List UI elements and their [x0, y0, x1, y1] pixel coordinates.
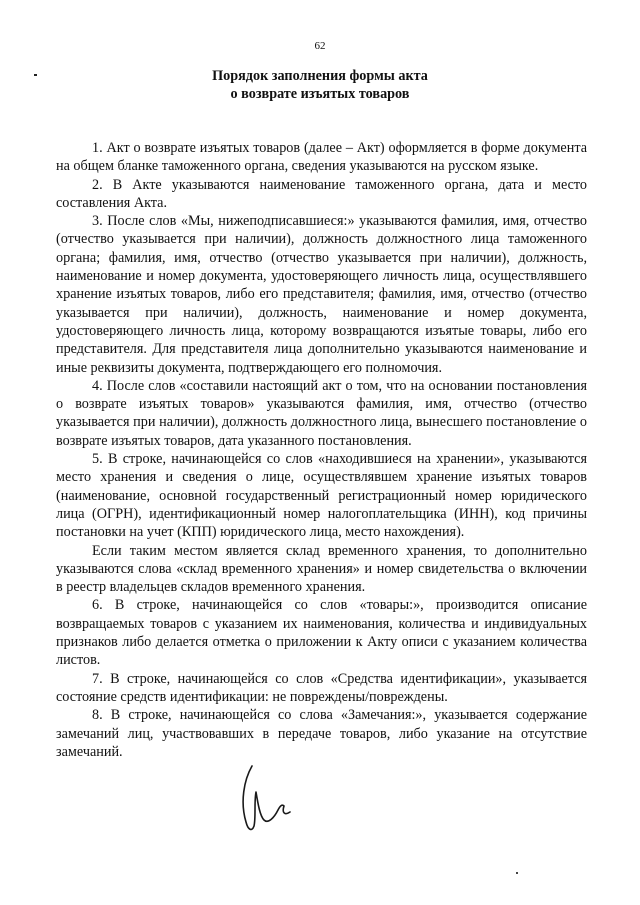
paragraph-6: 6. В строке, начинающейся со слов «товары:», производится описание возвращаемых товаров с указанием их наименования, количества и индивидуальных признаков либо делается отметка о приложении к Акту описи с указанием количества листов.	[56, 597, 587, 669]
title-line-2: о возврате изъятых товаров	[230, 86, 410, 102]
signature-icon	[238, 762, 298, 842]
paragraph-7: 7. В строке, начинающейся со слов «Средства идентификации», указывается состояние средств идентификации: не повреждены/повреждены.	[56, 670, 587, 705]
paragraph-1: 1. Акт о возврате изъятых товаров (далее – Акт) оформляется в форме документа на общем бланке таможенного органа, сведения указываются на русском языке.	[56, 140, 587, 175]
paragraph-8: 8. В строке, начинающейся со слова «Замечания:», указывается содержание замечаний лиц, участвовавших в передаче товаров, либо указание на отсутствие замечаний.	[56, 707, 587, 760]
signature-stroke	[243, 766, 290, 829]
title-line-1: Порядок заполнения формы акта	[212, 68, 428, 84]
paragraph-2: 2. В Акте указываются наименование таможенного органа, дата и место составления Акта.	[56, 176, 587, 211]
document-body	[56, 139, 587, 761]
paragraph-5-continued: Если таким местом является склад временного хранения, то дополнительно указываются слова «склад временного хранения» и номер свидетельства о включении в реестр владельцев складов временного хранения.	[56, 542, 587, 596]
paragraph-5: 5. В строке, начинающейся со слов «находившиеся на хранении», указываются место хранения и сведения о лице, осуществлявшем хранение изъятых товаров (наименование, основной государственный регистрационный номер юридического лица (ОГРН), идентификационный номер налогоплательщика (ИНН), код причины постановки на учет (КПП) юридического лица, место нахождения).	[56, 451, 587, 541]
paragraph-3: 3. После слов «Мы, нижеподписавшиеся:» указываются фамилия, имя, отчество (отчество указывается при наличии), должность должностного лица таможенного органа; фамилия, имя, отчество (отчество указывается при наличии), должность, наименование и номер документа, удостоверяющего личность лица, осуществлявшего хранение изъятых товаров, либо его представителя; фамилия, имя, отчество (отчество указывается при наличии), должность, наименование и номер документа, удостоверяющего личность лица, которому возвращаются изъятые товары, либо его представителя. Для представителя лица дополнительно указываются наименование и иные реквизиты документа, подтверждающего его полномочия.	[56, 213, 587, 376]
paragraph-4: 4. После слов «составили настоящий акт о том, что на основании постановления о возврате изъятых товаров» указываются фамилия, имя, отчество (отчество указывается при наличии), должность должностного лица, вынесшего постановление о возврате изъятых товаров, дата указанного постановления.	[56, 377, 587, 449]
page-number: 62	[314, 40, 326, 52]
scan-speck-2	[516, 872, 518, 874]
document-title	[0, 67, 640, 103]
